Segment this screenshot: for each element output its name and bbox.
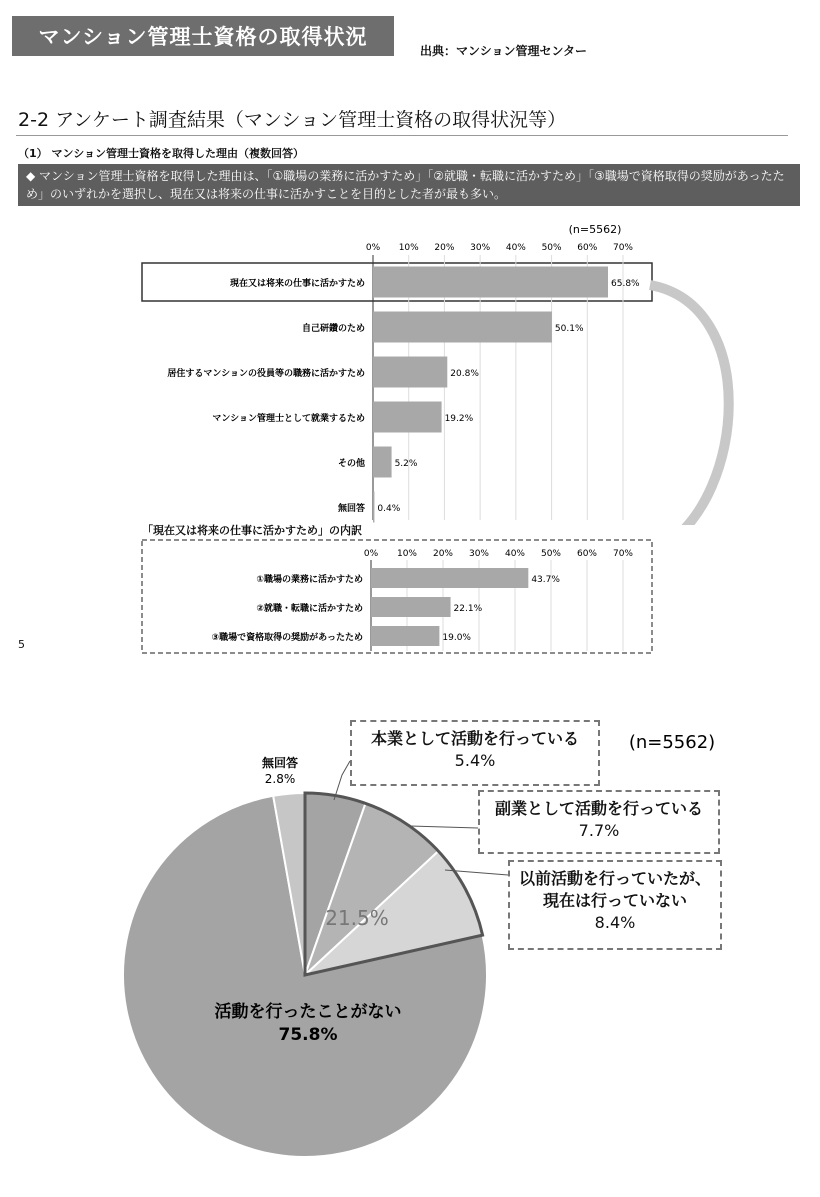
tick-label: 50% xyxy=(540,549,562,559)
tick-label: 0% xyxy=(365,243,381,253)
callout-side-name: 副業として活動を行っている xyxy=(494,799,703,818)
category-label: ②就職・転職に活かすため xyxy=(256,604,363,614)
tick-label: 40% xyxy=(504,549,526,559)
category-label: 無回答 xyxy=(337,504,365,514)
leader-line-main xyxy=(334,761,350,800)
section-title: 2-2 アンケート調査結果（マンション管理士資格の取得状況等） xyxy=(18,109,567,131)
sub-title: （1） マンション管理士資格を取得した理由（複数回答） xyxy=(18,147,304,160)
value-label: 5.2% xyxy=(394,459,418,469)
page-number: 5 xyxy=(18,638,25,651)
tick-label: 30% xyxy=(468,549,490,559)
bar xyxy=(373,492,374,523)
leader-line-side xyxy=(410,826,478,828)
bar xyxy=(373,357,447,388)
callout-main-name: 本業として活動を行っている xyxy=(370,729,579,748)
tick-label: 40% xyxy=(505,243,526,253)
slice-value-never-active: 75.8% xyxy=(278,1025,338,1045)
callout-main-value: 5.4% xyxy=(454,751,496,770)
tick-label: 50% xyxy=(541,243,562,253)
summary-box: ◆ マンション管理士資格を取得した理由は、「①職場の業務に活かすため」「②就職・転職に活かすため」「③職場で資格取得の奨励があったため」のいずれかを選択し、現在又は将来の仕事に活かすことを目的とした者が最も多い。 xyxy=(18,164,800,206)
slice-value-no-answer: 2.8% xyxy=(264,772,296,786)
pie-n-label: (n=5562) xyxy=(628,732,716,753)
page-title: マンション管理士資格の取得状況 xyxy=(12,16,394,56)
tick-label: 0% xyxy=(363,549,379,559)
bar xyxy=(371,568,528,588)
tick-label: 20% xyxy=(434,243,455,253)
value-label: 43.7% xyxy=(531,575,560,585)
tick-label: 60% xyxy=(577,243,598,253)
callout-main-business xyxy=(350,720,600,786)
bar xyxy=(373,447,392,478)
tick-label: 20% xyxy=(432,549,454,559)
value-label: 22.1% xyxy=(453,604,483,614)
bar xyxy=(373,312,552,343)
category-label: 居住するマンションの役員等の職務に活かすため xyxy=(167,369,365,379)
callout-former-name-2: 現在は行っていない xyxy=(542,891,687,910)
value-label: 19.0% xyxy=(442,633,471,643)
breakdown-title: 「現在又は将来の仕事に活かすため」の内訳 xyxy=(142,524,362,537)
value-label: 0.4% xyxy=(377,504,401,514)
tick-label: 30% xyxy=(470,243,491,253)
tick-label: 70% xyxy=(612,549,634,559)
category-label: ①職場の業務に活かすため xyxy=(256,575,363,585)
breakdown-bar-chart xyxy=(0,538,820,656)
value-label: 65.8% xyxy=(611,279,640,289)
tick-label: 70% xyxy=(612,243,634,253)
callout-former-name-1: 以前活動を行っていたが、 xyxy=(518,869,711,888)
slice-name-never-active: 活動を行ったことがない xyxy=(214,1002,402,1022)
bar xyxy=(371,626,439,646)
callout-side-business xyxy=(478,790,720,854)
callout-former-value: 8.4% xyxy=(594,913,636,932)
value-label: 20.8% xyxy=(450,369,479,379)
bar xyxy=(371,597,451,617)
combined-share-label: 21.5% xyxy=(325,906,389,930)
value-label: 19.2% xyxy=(444,414,474,424)
reasons-bar-chart xyxy=(0,215,820,525)
bar xyxy=(373,267,608,298)
category-label: マンション管理士として就業するため xyxy=(212,414,365,424)
value-label: 50.1% xyxy=(554,324,584,334)
callout-arrow xyxy=(650,285,729,525)
category-label: ③職場で資格取得の奨励があったため xyxy=(211,633,363,643)
callout-side-value: 7.7% xyxy=(578,821,620,840)
category-label: 現在又は将来の仕事に活かすため xyxy=(229,279,365,289)
tick-label: 10% xyxy=(398,243,419,253)
slice-name-no-answer: 無回答 xyxy=(261,756,299,770)
n-label: (n=5562) xyxy=(568,223,622,236)
category-label: 自己研鑽のため xyxy=(301,324,365,334)
callout-former-activity xyxy=(508,860,722,950)
tick-label: 10% xyxy=(396,549,418,559)
bar xyxy=(373,402,442,433)
source-note: 出典：マンション管理センター xyxy=(420,44,587,58)
section-divider xyxy=(16,135,788,136)
tick-label: 60% xyxy=(576,549,598,559)
category-label: その他 xyxy=(337,459,365,469)
